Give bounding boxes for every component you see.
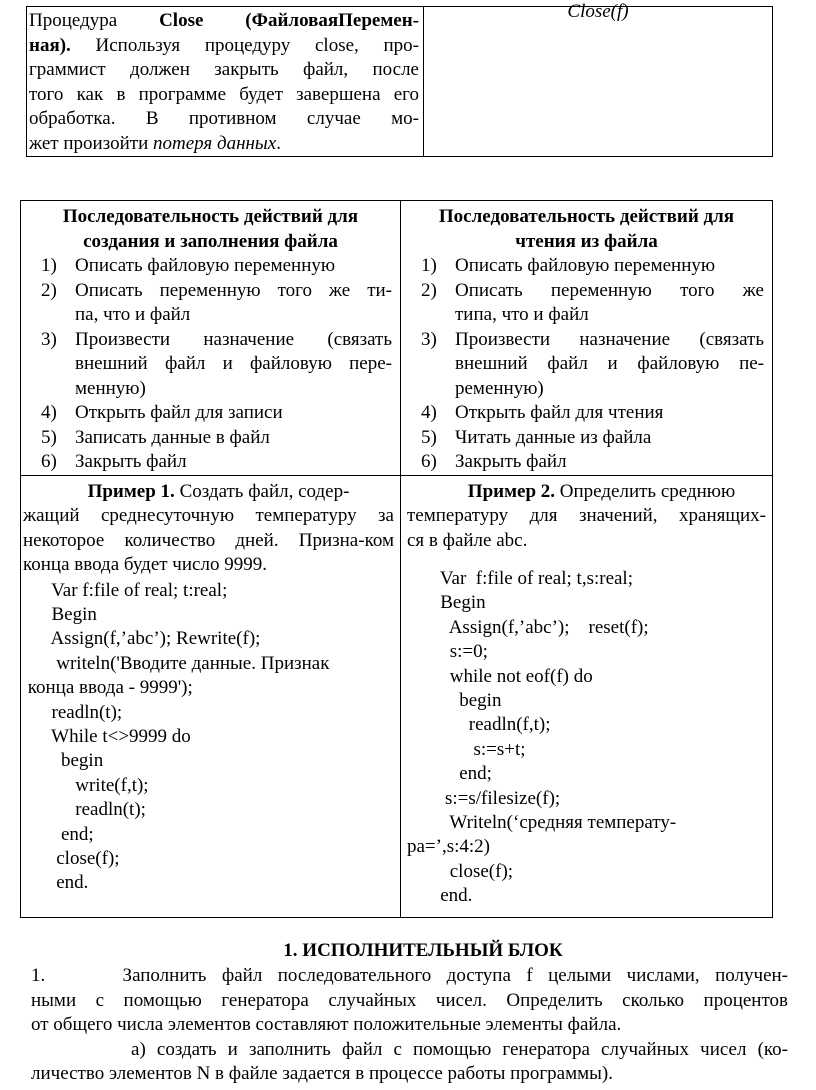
text: Создать файл, содер- — [174, 480, 350, 502]
step-line: па, что и файл — [75, 304, 191, 325]
step-number: 6) — [421, 451, 437, 472]
step-text — [455, 254, 764, 279]
code-line: write(f,t); — [23, 774, 149, 796]
code-line: writeln('Вводите данные. Признак — [23, 652, 330, 674]
text: Процедура — [29, 10, 160, 31]
section-heading: 1. ИСПОЛНИТЕЛЬНЫЙ БЛОК — [283, 940, 563, 961]
code-line: Assign(f,’abc’); Rewrite(f); — [23, 628, 261, 650]
header-line: создания и заполнения файла — [83, 230, 338, 252]
step-item — [409, 401, 764, 426]
bold-text: Close (ФайловаяПеремен- — [159, 10, 419, 31]
code-line: s:=s+t; — [407, 738, 526, 760]
paragraph-line: а) создать и заполнить файл с помощью генератора случайных чисел (ко- — [31, 1038, 789, 1060]
step-item — [409, 254, 764, 279]
step-line: Закрыть файл — [75, 451, 187, 472]
text: того как в программе будет завершена его — [29, 83, 419, 105]
step-text — [75, 450, 392, 475]
example-2-title: Пример 2. — [467, 480, 556, 502]
step-line: ременную) — [455, 377, 544, 399]
code-line: Begin — [407, 592, 486, 614]
paragraph-line: 1. Заполнить файл последовательного доступа f целыми числами, получен- — [31, 965, 788, 986]
procedure-syntax-cell — [424, 1, 773, 157]
create-file-header — [29, 205, 392, 254]
close-syntax: Close(f) — [567, 1, 629, 22]
file-actions-table — [20, 200, 773, 918]
step-line: Описать переменную того же ти- — [75, 279, 392, 301]
step-text — [455, 279, 764, 328]
step-text — [455, 328, 764, 402]
step-number: 1) — [421, 255, 437, 276]
step-number: 4) — [41, 402, 57, 423]
data-loss-term: потеря данных — [152, 132, 277, 154]
example-1-description — [23, 504, 394, 578]
step-number: 5) — [41, 426, 57, 448]
step-number: 2) — [421, 279, 437, 301]
step-line: Читать данные из файла — [455, 426, 652, 448]
example-1-title-line — [23, 480, 394, 505]
step-line: типа, что и файл — [455, 304, 589, 325]
step-item — [29, 254, 392, 279]
description-line: жащий среднесуточную температуру за — [23, 505, 394, 526]
code-line: end; — [23, 823, 94, 845]
description-line: некоторое количество дней. Призна-ком — [23, 529, 394, 551]
step-line: Открыть файл для чтения — [455, 402, 664, 423]
code-line: close(f); — [407, 860, 514, 882]
code-line: while not eof(f) do — [407, 665, 593, 687]
procedure-description-cell — [27, 7, 424, 157]
paragraph-line: личество элементов N в файле задается в процессе работы программы). — [31, 1063, 613, 1084]
step-item — [29, 328, 392, 402]
read-file-steps-cell — [401, 201, 773, 476]
text: жет произойти — [29, 132, 153, 154]
code-line: readln(f,t); — [407, 714, 551, 736]
procedure-description-last-line — [29, 132, 419, 157]
step-line: Описать файловую переменную — [455, 255, 716, 276]
description-line — [29, 9, 419, 34]
code-line: readln(t); — [23, 799, 146, 821]
code-line: end. — [23, 872, 89, 894]
step-text — [75, 254, 392, 279]
step-line: Описать файловую переменную — [75, 255, 336, 276]
step-line: внешний файл и файловую пе- — [455, 353, 764, 374]
step-line: Открыть файл для записи — [75, 402, 283, 423]
example-1-cell — [21, 475, 401, 917]
example-2-code — [407, 567, 766, 909]
example-1-title: Пример 1. — [87, 480, 175, 502]
step-number: 2) — [41, 279, 57, 301]
step-line: Произвести назначение (связать — [455, 328, 764, 350]
step-line: Произвести назначение (связать — [75, 328, 392, 350]
step-item — [29, 450, 392, 475]
code-line: end; — [407, 763, 492, 785]
example-1-code — [23, 579, 394, 896]
step-number: 3) — [41, 328, 57, 350]
code-line: Var f:file of real; t:real; — [23, 579, 228, 601]
example-2-cell — [401, 475, 773, 917]
step-item — [409, 328, 764, 402]
procedure-close-table — [26, 1, 773, 157]
code-line: Assign(f,’abc’); reset(f); — [407, 616, 649, 638]
header-line: Последовательность действий для — [62, 206, 359, 227]
step-text — [75, 328, 392, 402]
step-text — [455, 426, 764, 451]
read-file-steps — [409, 254, 764, 475]
step-number: 1) — [41, 255, 57, 276]
description-line — [29, 83, 419, 108]
step-item — [29, 401, 392, 426]
code-line: s:=s/filesize(f); — [407, 787, 561, 809]
text: . — [276, 132, 281, 154]
code-line: Writeln(‘средняя температу- — [407, 812, 677, 834]
bold-text: ная). — [29, 34, 71, 56]
description-line: температуру для значений, хранящих- — [407, 505, 766, 526]
procedure-description — [29, 9, 419, 132]
step-number: 3) — [421, 328, 437, 350]
step-text — [75, 426, 392, 451]
step-line: внешний файл и файловую пере- — [75, 353, 392, 374]
description-line — [29, 58, 419, 83]
text: обработка. В противном случае мо- — [29, 108, 419, 129]
step-line: Описать переменную того же — [455, 279, 764, 301]
step-text — [75, 279, 392, 328]
step-text — [455, 401, 764, 426]
code-line: readln(t); — [23, 701, 123, 723]
create-file-steps-cell — [21, 201, 401, 476]
paragraph-line: от общего числа элементов составляют положительные элементы файла. — [31, 1014, 622, 1035]
step-number: 5) — [421, 426, 437, 448]
code-line: begin — [407, 690, 502, 712]
step-item — [409, 426, 764, 451]
step-item — [409, 450, 764, 475]
header-line: чтения из файла — [515, 230, 658, 252]
description-line — [29, 107, 419, 132]
description-line: конца ввода будет число 9999. — [23, 554, 267, 575]
section-text — [0, 964, 816, 1087]
paragraph-line: ными с помощью генератора случайных чисел. Определить сколько процентов — [31, 989, 788, 1011]
create-file-steps — [29, 254, 392, 475]
code-line: s:=0; — [407, 641, 488, 663]
code-line: close(f); — [23, 847, 120, 869]
code-line: Begin — [23, 603, 97, 625]
step-item — [29, 279, 392, 328]
read-file-header — [409, 205, 764, 254]
code-line: While t<>9999 do — [23, 725, 191, 747]
execution-block-section — [0, 938, 816, 1087]
description-line: ся в файле abc. — [407, 529, 528, 551]
step-item — [409, 279, 764, 328]
step-item — [29, 426, 392, 451]
code-line: begin — [23, 750, 104, 772]
code-line: Var f:file of real; t,s:real; — [407, 568, 633, 589]
step-line: Записать данные в файл — [75, 426, 270, 448]
header-line: Последовательность действий для — [438, 206, 735, 227]
step-number: 4) — [421, 402, 437, 423]
description-line — [29, 34, 419, 59]
step-text — [75, 401, 392, 426]
code-line: end. — [407, 885, 473, 907]
text: Используя процедуру close, про- — [70, 34, 419, 56]
code-line: конца ввода - 9999'); — [23, 677, 193, 699]
step-text — [455, 450, 764, 475]
step-number: 6) — [41, 451, 57, 472]
example-2-title-line — [407, 480, 766, 505]
step-line: Закрыть файл — [455, 451, 567, 472]
example-2-description — [407, 504, 766, 553]
step-line: менную) — [75, 377, 146, 399]
text: Определить среднюю — [555, 480, 736, 502]
text: граммист должен закрыть файл, после — [29, 59, 419, 80]
code-line: ра=’,s:4:2) — [407, 836, 491, 858]
